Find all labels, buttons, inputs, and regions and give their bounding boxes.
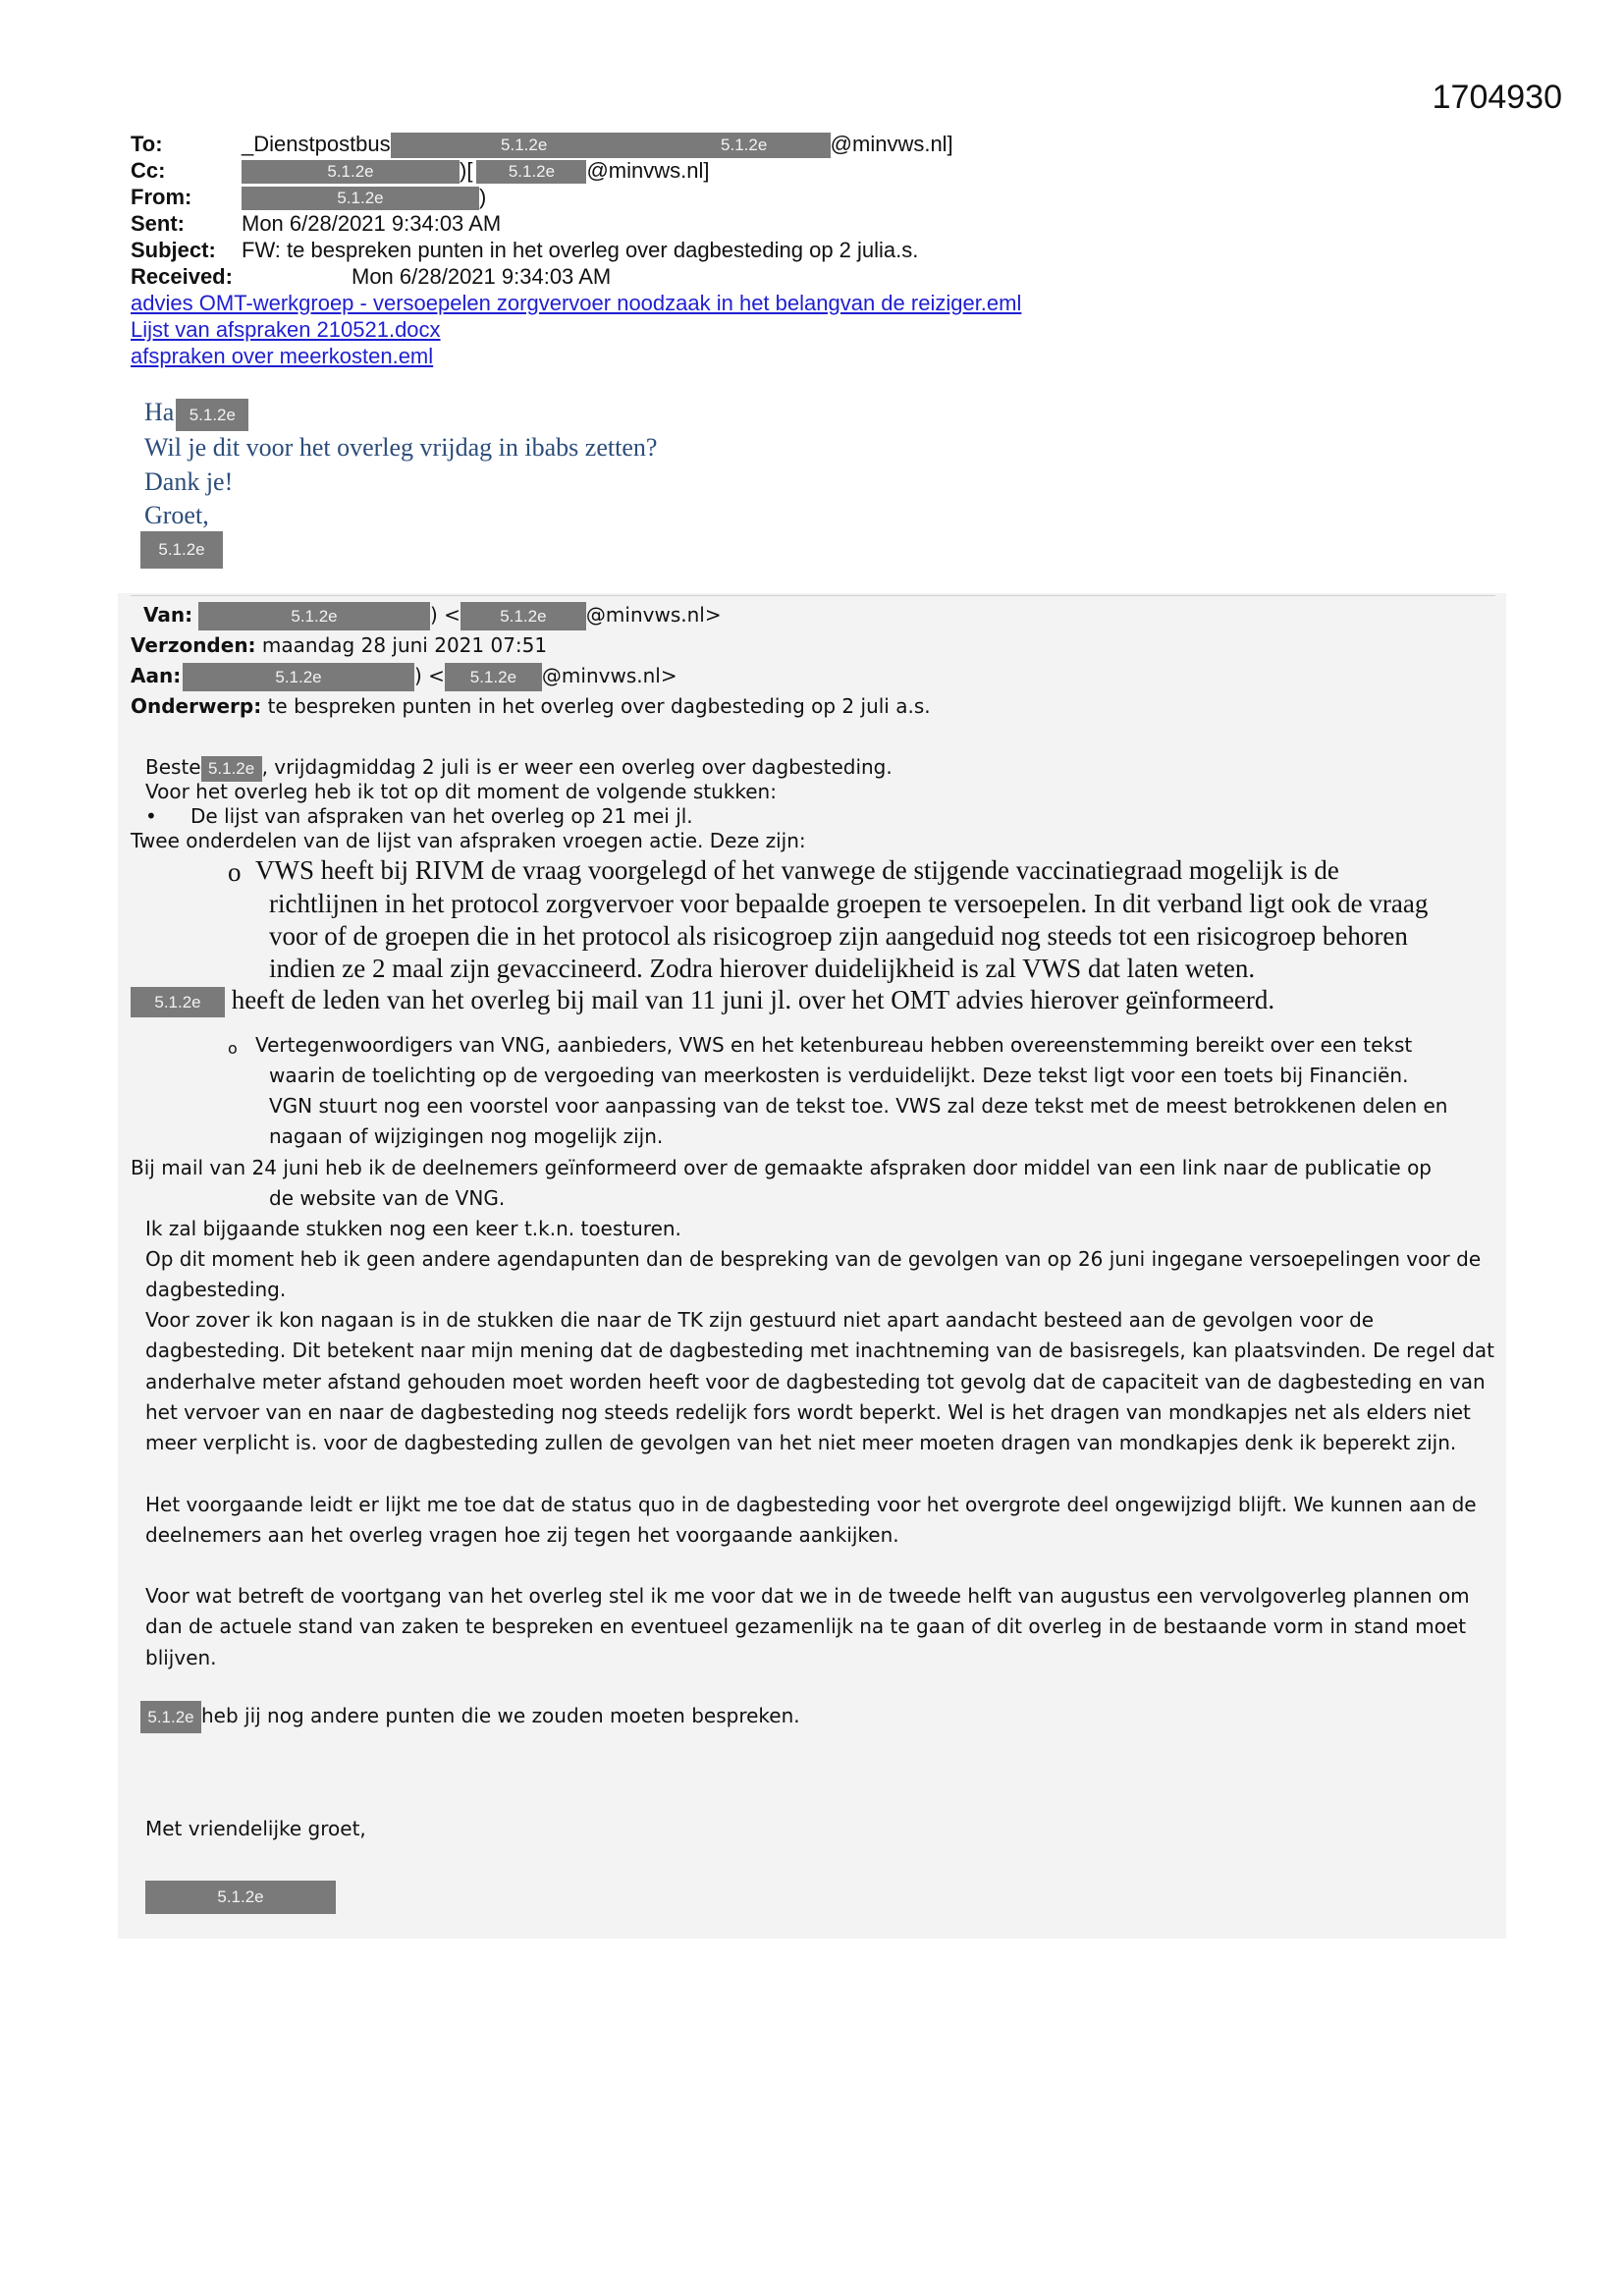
redaction-block: 5.1.2e	[658, 133, 831, 158]
redaction-block: 5.1.2e	[140, 1701, 201, 1733]
to-line	[131, 131, 953, 158]
body-line: Voor het overleg heb ik tot op dit moment de volgende stukken:	[145, 780, 777, 803]
van-mid: ) <	[430, 603, 460, 627]
aan-line	[131, 661, 677, 691]
punten-line	[140, 1701, 800, 1733]
from-suffix: )	[479, 185, 487, 209]
onderwerp-value: te bespreken punten in het overleg over dagbesteding op 2 juli a.s.	[267, 694, 931, 718]
redaction-block: 5.1.2e	[242, 187, 479, 210]
van-line	[143, 600, 722, 630]
omt-line	[131, 985, 1274, 1017]
body-line: Twee onderdelen van de lijst van afspraken vroegen actie. Deze zijn:	[131, 829, 806, 852]
sub-bullet-marker: o	[228, 1039, 238, 1058]
voortgang-paragraph: Voor wat betreft de voortgang van het overleg stel ik me voor dat we in de tweede helft van augustus een vervolgoverleg plannen om dan de actuele stand van zaken te bespreken en eventueel gezamenlijk na te gaan of dit overleg in de bestaande vorm in stand moet blijven.	[145, 1584, 1470, 1669]
sender-signature	[145, 1881, 336, 1914]
rivm-line: VWS heeft bij RIVM de vraag voorgelegd of het vanwege de stijgende vaccinatiegraad mogelijk is de	[255, 855, 1339, 885]
onderwerp-label: Onderwerp:	[131, 694, 262, 718]
tk-paragraph: Voor zover ik kon nagaan is in de stukken die naar de TK zijn gestuurd niet apart aandacht besteed aan de gevolgen voor de dagbesteding. Dit betekent naar mijn mening dat de dagbesteding met inachtneming van de basisregels, kan plaatsvinden. De regel dat anderhalve meter afstand gehouden moet worden heeft voor de dagbesteding tot gevolg dat de capaciteit van de dagbesteding en van het vervoer van en naar de dagbesteding nog steeds redelijk fors wordt beperkt. Wel is het dragen van mondkapjes net als elders niet meer verplicht is. voor de dagbesteding zullen de gevolgen van het niet meer moeten dragen van mondkapjes denk ik beperekt zijn.	[145, 1308, 1494, 1455]
note-line: Dank je!	[144, 467, 234, 496]
aan-suffix: @minvws.nl>	[541, 664, 677, 687]
vng-line: waarin de toelichting op de vergoeding van meerkosten is verduidelijkt. Deze tekst ligt voor een toets bij Financiën.	[269, 1064, 1409, 1087]
from-label: From:	[131, 185, 192, 209]
beste-text: Beste	[145, 755, 201, 779]
van-suffix: @minvws.nl>	[585, 603, 722, 627]
redaction-block: 5.1.2e	[183, 663, 414, 691]
closing: Met vriendelijke groet,	[145, 1817, 366, 1840]
vng-line: Vertegenwoordigers van VNG, aanbieders, VWS en het ketenbureau hebben overeenstemming bereikt over een tekst	[255, 1033, 1413, 1057]
verzonden-line	[131, 630, 547, 661]
redaction-block: 5.1.2e	[201, 756, 262, 782]
sub-bullet-marker: o	[228, 857, 242, 887]
van-label: Van:	[143, 603, 193, 627]
to-suffix: @minvws.nl]	[830, 132, 953, 156]
body-line: Ik zal bijgaande stukken nog een keer t.k.n. toesturen.	[145, 1217, 681, 1240]
redaction-block: 5.1.2e	[145, 1881, 336, 1914]
redaction-block: 5.1.2e	[131, 987, 225, 1017]
document-number: 1704930	[1432, 79, 1562, 116]
received-value: Mon 6/28/2021 9:34:03 AM	[352, 264, 612, 289]
vng-line: VGN stuurt nog een voorstel voor aanpassing van de tekst toe. VWS zal deze tekst met de meest betrokkenen delen en	[269, 1094, 1448, 1118]
redaction-block: 5.1.2e	[242, 160, 460, 184]
mail-line: de website van de VNG.	[269, 1186, 506, 1210]
cc-suffix: @minvws.nl]	[586, 158, 710, 183]
note-line: Groet,	[144, 501, 209, 529]
bullet-text: De lijst van afspraken van het overleg op 21 mei jl.	[190, 804, 693, 828]
to-prefix: _Dienstpostbus	[242, 132, 391, 156]
cc-line	[131, 157, 709, 184]
redaction-block: 5.1.2e	[198, 602, 430, 630]
aan-mid: ) <	[414, 664, 445, 687]
note-greeting	[144, 398, 248, 431]
punten-text: heb jij nog andere punten die we zouden moeten bespreken.	[201, 1704, 800, 1727]
sent-label: Sent:	[131, 211, 185, 236]
attachment-link[interactable]: Lijst van afspraken 210521.docx	[131, 317, 441, 342]
note-line: Wil je dit voor het overleg vrijdag in ibabs zetten?	[144, 433, 658, 462]
redaction-block: 5.1.2e	[391, 133, 658, 158]
attachment-link[interactable]: afspraken over meerkosten.eml	[131, 344, 434, 368]
redaction-block: 5.1.2e	[140, 531, 223, 569]
sent-value: Mon 6/28/2021 9:34:03 AM	[242, 211, 502, 236]
to-label: To:	[131, 132, 163, 156]
mail-line: Bij mail van 24 juni heb ik de deelnemers geïnformeerd over de gemaakte afspraken door middel van een link naar de publicatie op	[131, 1156, 1432, 1179]
cc-label: Cc:	[131, 158, 166, 183]
verzonden-value: maandag 28 juni 2021 07:51	[261, 633, 548, 657]
rivm-line: indien ze 2 maal zijn gevaccineerd. Zodra hierover duidelijkheid is zal VWS dat laten weten.	[269, 954, 1256, 983]
aan-label: Aan:	[131, 664, 182, 687]
divider	[131, 595, 1495, 596]
redaction-block: 5.1.2e	[476, 160, 586, 184]
redaction-block: 5.1.2e	[445, 663, 542, 691]
agenda-paragraph: Op dit moment heb ik geen andere agendapunten dan de bespreking van de gevolgen van op 26 juni ingegane versoepelingen voor de dagbesteding.	[145, 1247, 1482, 1302]
verzonden-label: Verzonden:	[131, 633, 256, 657]
subject-line	[131, 237, 918, 263]
omt-text: heeft de leden van het overleg bij mail van 11 juni jl. over het OMT advies hierover geïnformeerd.	[231, 985, 1275, 1014]
status-paragraph: Het voorgaande leidt er lijkt me toe dat de status quo in de dagbesteding voor het overgrote deel ongewijzigd blijft. We kunnen aan de deelnemers aan het overleg vragen hoe zij tegen het voorgaande aankijken.	[145, 1493, 1477, 1548]
rivm-line: voor of de groepen die in het protocol als risicogroep zijn aangeduid nog steeds tot een risicogroep behoren	[269, 921, 1408, 951]
subject-value: FW: te bespreken punten in het overleg over dagbesteding op 2 julia.s.	[242, 238, 919, 262]
from-line	[131, 184, 486, 210]
sent-line	[131, 210, 501, 237]
beste-rest: , vrijdagmiddag 2 juli is er weer een overleg over dagbesteding.	[261, 755, 893, 779]
vng-line: nagaan of wijzigingen nog mogelijk zijn.	[269, 1124, 664, 1148]
rivm-line: richtlijnen in het protocol zorgvervoer voor bepaalde groepen te versoepelen. In dit verband ligt ook de vraag	[269, 889, 1429, 918]
redaction-block: 5.1.2e	[176, 399, 248, 431]
received-line	[131, 263, 611, 290]
note-signature	[140, 531, 223, 569]
attachment-link[interactable]: advies OMT-werkgroep - versoepelen zorgvervoer noodzaak in het belangvan de reiziger.eml	[131, 291, 1022, 315]
received-label: Received:	[131, 264, 233, 289]
cc-separator: )[	[460, 158, 473, 183]
subject-label: Subject:	[131, 238, 216, 262]
redaction-block: 5.1.2e	[460, 602, 586, 630]
bullet-marker: •	[145, 804, 157, 828]
note-greeting-text: Ha	[144, 398, 175, 426]
onderwerp-line	[131, 691, 931, 722]
